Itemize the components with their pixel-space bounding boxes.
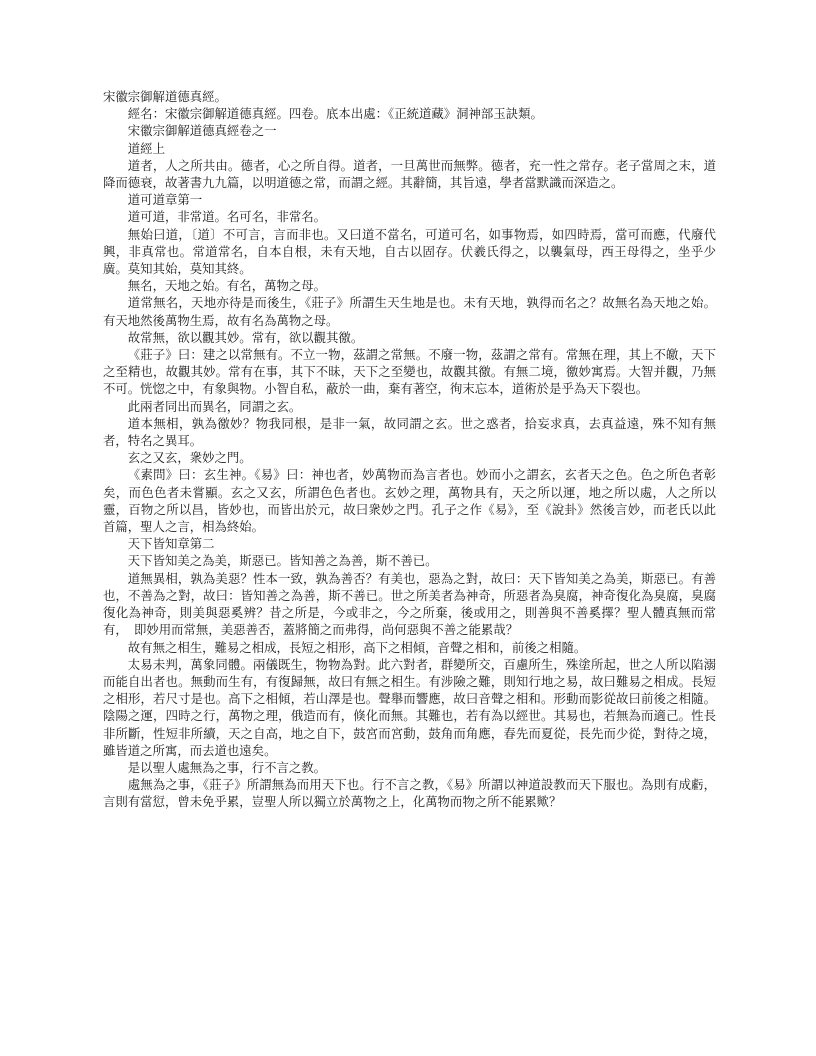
volume-heading: 宋徽宗御解道德真經卷之一 bbox=[127, 123, 277, 139]
chapter-2-heading: 天下皆知章第二 bbox=[127, 536, 215, 552]
chapter-2-text-1: 天下皆知美之為美，斯惡已。皆知善之為善，斯不善已。 bbox=[127, 553, 438, 569]
title-line: 宋徽宗御解道德真經。 bbox=[103, 89, 227, 104]
chapter-1-commentary-5: 《素問》曰：玄生神。《易》曰：神也者，妙萬物而為言者也。妙而小之謂玄，玄者天之色。色之所色者彰矣，而色色者未嘗顯。玄之又玄，所謂色色者也。玄妙之理，萬物具有，天之所以運，地之所以處，人之所以靈，百物之所以昌，皆妙也，而皆出於元，故曰衆妙之門。孔子之作《易》，至《說卦》然後言妙，而老氏以此首篇，聖人之言，相為終始。 bbox=[103, 467, 716, 535]
chapter-2-commentary-3: 處無為之事，《莊子》所謂無為而用天下也。行不言之教，《易》所謂以神道設教而天下服也。為則有成虧，言則有當愆，曾未免乎累，豈聖人所以獨立於萬物之上，化萬物而物之所不能累歟？ bbox=[103, 777, 716, 810]
chapter-1-commentary-4: 道本無相，孰為徼妙？物我同根，是非一氣，故同謂之玄。世之惑者，拾妄求真，去真益遠，殊不知有無者，特名之異耳。 bbox=[103, 415, 716, 449]
chapter-2-text-2: 故有無之相生，難易之相成，長短之相形，高下之相傾，音聲之相和，前後之相隨。 bbox=[127, 639, 587, 655]
chapter-1-text-1: 道可道，非常道。名可名，非常名。 bbox=[127, 209, 327, 225]
chapter-1-heading: 道可道章第一 bbox=[127, 192, 203, 208]
chapter-1-commentary-2: 道常無名，天地亦待是而後生，《莊子》所謂生天生地是也。未有天地，孰得而名之？故無名為天地之始。有天地然後萬物生焉，故有名為萬物之母。 bbox=[103, 295, 716, 328]
chapter-2-commentary-2: 太易未判，萬象同體。兩儀既生，物物為對。此六對者，群變所交，百慮所生，殊塗所起，世之人所以陷溺而能自出者也。無動而生有，有復歸無，故曰有無之相生。有涉險之難，則知行地之易，故曰難易之相成。長短之相形，若尺寸是也。高下之相傾，若山澤是也。聲舉而響應，故曰音聲之相和。形動而影從故曰前後之相隨。陰陽之運，四時之行，萬物之理，俄造而有，倏化而無。其難也，若有為以經世。其易也，若無為而適己。性長非所斷，性短非所續，天之自高，地之自下，鼓宮而宮動，鼓角而角應，春先而夏從，長先而少從，對待之境，雖皆道之所寓，而去道也遠矣。 bbox=[103, 656, 716, 758]
chapter-1-commentary-3: 《莊子》曰：建之以常無有。不立一物，茲謂之常無。不廢一物，茲謂之常有。常無在理，其上不皦，天下之至精也，故觀其妙。常有在事，其下不昧，天下之至變也，故觀其徼。有無二境，徼妙寓焉。大智并觀，乃無不可。恍惚之中，有象與物。小智自私，蔽於一曲，棄有著空，徇末忘本，道術於是乎為天下裂也。 bbox=[103, 347, 716, 397]
chapter-2-text-3: 是以聖人處無為之事，行不言之教。 bbox=[127, 759, 327, 775]
chapter-1-commentary-1: 無始曰道，〔道〕不可言，言而非也。又曰道不當名，可道可名，如事物焉，如四時焉，當可而應，代廢代興，非真常也。常道常名，自本自根，未有天地，自古以固存。伏羲氏得之，以襲氣母，西王母得之，坐乎少廣。莫知其始，莫知其終。 bbox=[103, 226, 716, 277]
scripture-info: 經名：宋徽宗御解道德真經。四卷。底本出處：《正統道藏》洞神部玉訣類。 bbox=[127, 106, 543, 122]
chapter-1-text-4: 此兩者同出而異名，同謂之玄。 bbox=[127, 398, 302, 414]
section-heading-daojing: 道經上 bbox=[127, 140, 165, 156]
chapter-1-text-2: 無名，天地之始。有名，萬物之母。 bbox=[127, 278, 327, 294]
document-text-body bbox=[103, 88, 716, 811]
chapter-1-text-3: 故常無，欲以觀其妙。常有，欲以觀其徼。 bbox=[127, 329, 364, 345]
chapter-2-commentary-1: 道無異相，孰為美惡？性本一致，孰為善否？有美也，惡為之對，故曰：天下皆知美之為美，斯惡已。有善也，不善為之對，故曰：皆知善之為善，斯不善已。世之所美者為神奇，所惡者為臭腐，神奇復化為臭腐，臭腐復化為神奇，則美與惡奚辨？昔之所是，今或非之，今之所棄，後或用之，則善與不善奚擇？聖人體真無而常有， 即妙用而常無，美惡善否，蓋將簡之而弗得，尚何惡與不善之能累哉？ bbox=[103, 570, 716, 638]
preface-commentary: 道者，人之所共由。德者，心之所自得。道者，一旦萬世而無弊。德者，充一性之常存。老子當周之末，道降而德衰，故著書九九篇，以明道德之常，而謂之經。其辭簡，其旨遠，學者當默識而深造之。 bbox=[103, 157, 716, 191]
chapter-1-text-5: 玄之又玄，衆妙之門。 bbox=[127, 450, 252, 466]
